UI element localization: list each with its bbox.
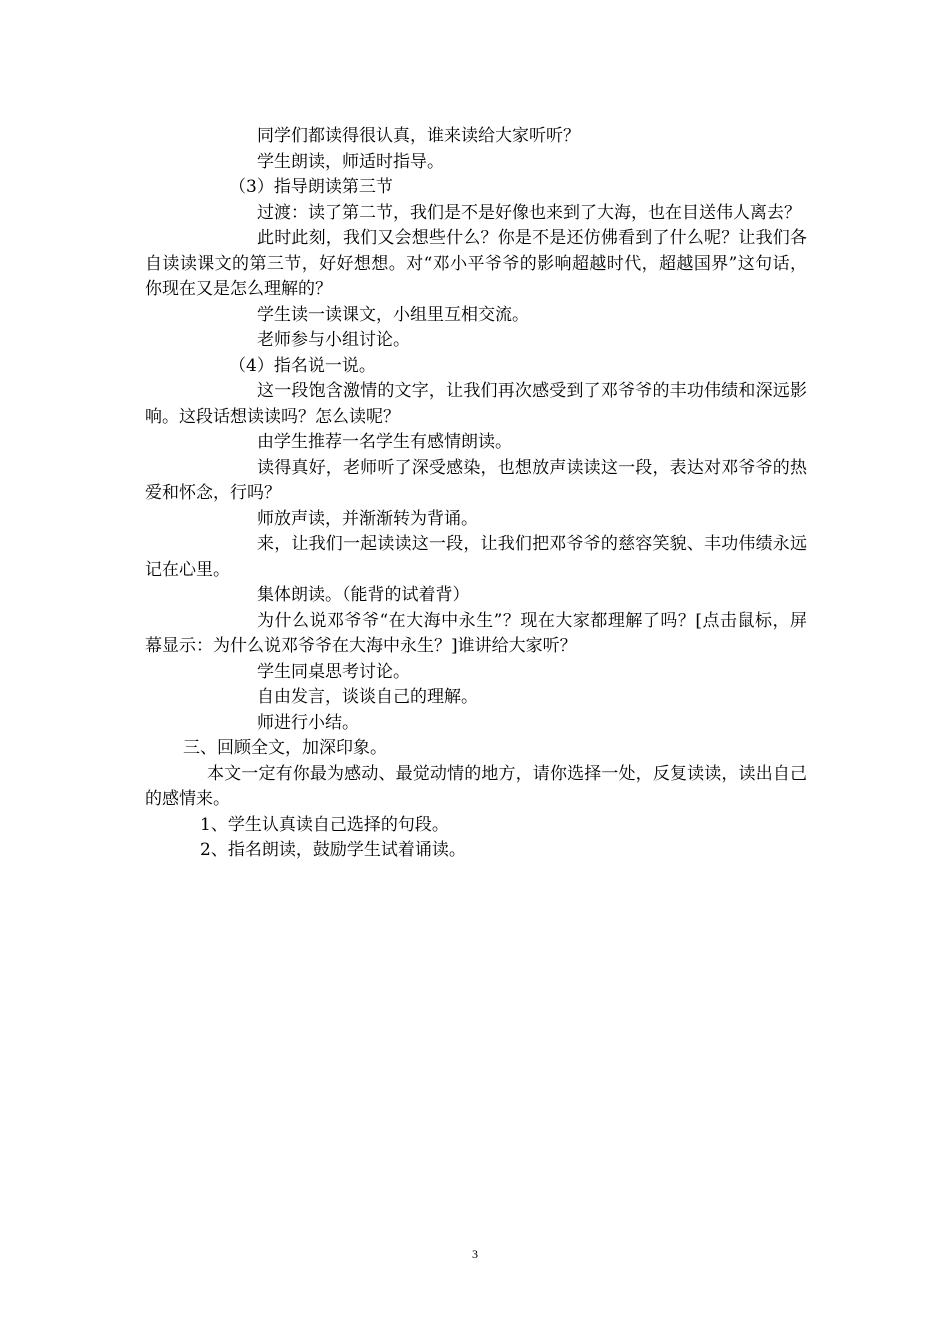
paragraph: 师放声读，并渐渐转为背诵。 xyxy=(257,508,478,529)
document-body xyxy=(145,124,807,864)
paragraph: 来，让我们一起读读这一段，让我们把邓爷爷的慈容笑貌、丰功伟绩永远记在心里。 xyxy=(145,534,807,580)
paragraph: 本文一定有你最为感动、最觉动情的地方，请你选择一处，反复读读，读出自己的感情来。 xyxy=(145,763,807,809)
paragraph: 2、指名朗读，鼓励学生试着诵读。 xyxy=(200,840,466,860)
paragraph: 自由发言，谈谈自己的理解。 xyxy=(257,687,478,707)
paragraph: 集体朗读。（能背的试着背） xyxy=(257,585,470,605)
paragraph: 为什么说邓爷爷“在大海中永生”？现在大家都理解了吗？[点击鼠标，屏幕显示：为什么说邓爷爷在大海中永生？]谁讲给大家听？ xyxy=(145,610,807,656)
paragraph: 老师参与小组讨论。 xyxy=(257,330,410,350)
paragraph: 读得真好，老师听了深受感染，也想放声读读这一段，表达对邓爷爷的热爱和怀念，行吗？ xyxy=(145,457,807,503)
page-number: 3 xyxy=(472,1247,478,1261)
paragraph: 学生朗读，师适时指导。 xyxy=(257,151,444,172)
paragraph: 过渡：读了第二节，我们是不是好像也来到了大海，也在目送伟人离去？ xyxy=(257,202,801,223)
paragraph: 这一段饱含激情的文字，让我们再次感受到了邓爷爷的丰功伟绩和深远影响。这段话想读读吗？怎么读呢？ xyxy=(145,381,807,427)
paragraph: 同学们都读得很认真，谁来读给大家听听？ xyxy=(257,126,580,146)
paragraph: 学生同桌思考讨论。 xyxy=(257,661,410,682)
paragraph: 此时此刻，我们又会想些什么？你是不是还仿佛看到了什么呢？让我们各自读读课文的第三节，好好想想。对“邓小平爷爷的影响超越时代，超越国界”这句话，你现在又是怎么理解的？ xyxy=(145,228,807,299)
paragraph: （3）指导朗读第三节 xyxy=(229,177,393,197)
paragraph: 师进行小结。 xyxy=(257,712,359,733)
paragraph: 由学生推荐一名学生有感情朗读。 xyxy=(257,432,512,452)
paragraph: 1、学生认真读自己选择的句段。 xyxy=(200,814,449,835)
paragraph: （4）指名说一说。 xyxy=(229,355,376,376)
paragraph: 三、回顾全文，加深印象。 xyxy=(183,738,387,758)
paragraph: 学生读一读课文，小组里互相交流。 xyxy=(257,304,529,325)
